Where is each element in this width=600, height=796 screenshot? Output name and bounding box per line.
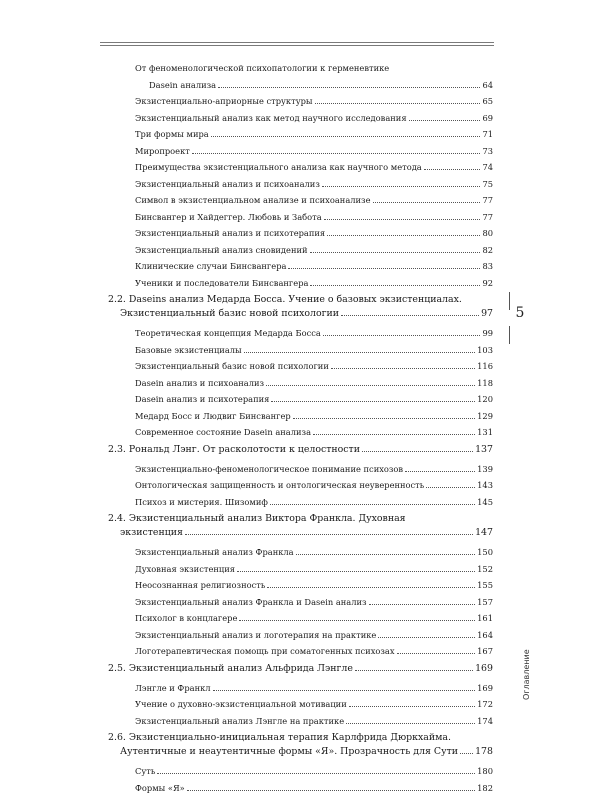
toc-page-number: 143 <box>477 477 493 494</box>
toc-subsection[interactable] <box>108 577 493 594</box>
dot-leader <box>213 690 476 691</box>
toc-subsection[interactable] <box>108 225 493 242</box>
toc-entry-title: 2.4. Экзистенциальный анализ Виктора Франкла. Духовная <box>108 512 493 526</box>
toc-entry-title: Миропроект <box>135 143 190 160</box>
toc-subsection[interactable] <box>108 461 493 478</box>
toc-subsection[interactable] <box>108 358 493 375</box>
toc-page-number: 180 <box>477 763 493 780</box>
toc-section[interactable] <box>108 662 493 676</box>
toc-entry-title: Теоретическая концепция Медарда Босса <box>135 325 321 342</box>
toc-page-number: 77 <box>482 192 493 209</box>
toc-entry-title: Преимущества экзистенциального анализа как научного метода <box>135 159 422 176</box>
toc-page-number: 178 <box>475 745 493 759</box>
dot-leader <box>244 352 476 353</box>
toc-page-number: 129 <box>477 408 493 425</box>
toc-subsection[interactable] <box>108 192 493 209</box>
dot-leader <box>369 604 476 605</box>
toc-page-number: 137 <box>475 443 493 457</box>
dot-leader <box>424 169 481 170</box>
dot-leader <box>327 235 480 236</box>
toc-entry-title: Dasein анализа <box>149 77 216 94</box>
header-rule <box>100 45 494 46</box>
toc-entry-title: Экзистенциальный анализ Франкла и Dasein анализ <box>135 594 367 611</box>
toc-entry-title: Экзистенциальный базис новой психологии <box>120 307 339 321</box>
toc-subsection[interactable] <box>108 594 493 611</box>
toc-subsection[interactable] <box>108 763 493 780</box>
toc-entry-title: Формы «Я» <box>135 780 185 796</box>
toc-page-number: 64 <box>482 77 493 94</box>
toc-page-number: 83 <box>482 258 493 275</box>
toc-subsection[interactable] <box>108 342 493 359</box>
dot-leader <box>293 418 475 419</box>
toc-page-number: 82 <box>482 242 493 259</box>
toc-entry-title: Экзистенциальный анализ Лэнгле на практике <box>135 713 344 730</box>
toc-entry-title: Экзистенциальный анализ и логотерапия на практике <box>135 627 376 644</box>
toc-page-number: 139 <box>477 461 493 478</box>
toc-page-number: 80 <box>482 225 493 242</box>
toc-subsection[interactable] <box>108 494 493 511</box>
dot-leader <box>460 753 473 754</box>
toc-entry-title: Логотерапевтическая помощь при соматогенных психозах <box>135 643 395 660</box>
dot-leader <box>405 471 475 472</box>
dot-leader <box>373 202 481 203</box>
dot-leader <box>266 385 475 386</box>
toc-entry-title: экзистенция <box>120 526 183 540</box>
toc-entry-title: 2.6. Экзистенциально-инициальная терапия Карлфрида Дюркхайма. <box>108 731 493 745</box>
toc-subsection[interactable] <box>108 143 493 160</box>
toc-entry-title: Экзистенциально-феноменологическое понимание психозов <box>135 461 403 478</box>
dot-leader <box>271 401 475 402</box>
toc-page-number: 65 <box>482 93 493 110</box>
header-rule <box>100 42 494 43</box>
toc-subsection[interactable] <box>108 391 493 408</box>
toc-entry-title: Экзистенциальный анализ Франкла <box>135 544 294 561</box>
page-number: 5 <box>503 305 537 321</box>
toc-page-number: 155 <box>477 577 493 594</box>
toc-page-number: 74 <box>482 159 493 176</box>
toc-page-number: 73 <box>482 143 493 160</box>
toc-entry-title: Экзистенциальный базис новой психологии <box>135 358 329 375</box>
toc-entry-title: 2.5. Экзистенциальный анализ Альфрида Лэнгле <box>108 662 353 676</box>
table-of-contents <box>108 60 493 796</box>
dot-leader <box>349 706 475 707</box>
toc-page-number: 97 <box>481 307 493 321</box>
dot-leader <box>331 368 475 369</box>
toc-entry-title: Экзистенциальный анализ как метод научного исследования <box>135 110 407 127</box>
toc-subsection[interactable] <box>108 375 493 392</box>
toc-page-number: 77 <box>482 209 493 226</box>
dot-leader <box>426 487 475 488</box>
toc-subsection[interactable] <box>108 176 493 193</box>
toc-page-number: 92 <box>482 275 493 292</box>
dot-leader <box>192 153 481 154</box>
toc-entry-title: Ученики и последователи Бинсвангера <box>135 275 308 292</box>
dot-leader <box>270 504 475 505</box>
toc-subsection[interactable] <box>108 544 493 561</box>
toc-subsection[interactable] <box>108 424 493 441</box>
toc-entry-title: Аутентичные и неаутентичные формы «Я». Прозрачность для Сути <box>120 745 458 759</box>
toc-subsection[interactable] <box>108 275 493 292</box>
toc-page-number: 75 <box>482 176 493 193</box>
toc-page-number: 145 <box>477 494 493 511</box>
toc-entry-title: Клинические случаи Бинсвангера <box>135 258 286 275</box>
toc-page-number: 169 <box>475 662 493 676</box>
dot-leader <box>313 434 475 435</box>
toc-page-number: 169 <box>477 680 493 697</box>
toc-page-number: 174 <box>477 713 493 730</box>
toc-entry-title: Онтологическая защищенность и онтологическая неуверенность <box>135 477 424 494</box>
toc-entry-title: Экзистенциально-априорные структуры <box>135 93 313 110</box>
toc-entry-title: Три формы мира <box>135 126 209 143</box>
toc-subsection[interactable] <box>108 159 493 176</box>
toc-section[interactable] <box>108 512 493 540</box>
toc-page-number: 150 <box>477 544 493 561</box>
dot-leader <box>218 87 480 88</box>
toc-page-number: 182 <box>477 780 493 796</box>
dot-leader <box>315 103 481 104</box>
toc-page-number: 103 <box>477 342 493 359</box>
toc-page-number: 99 <box>482 325 493 342</box>
toc-entry-title: Медард Босс и Людвиг Бинсвангер <box>135 408 291 425</box>
dot-leader <box>409 120 481 121</box>
dot-leader <box>324 219 481 220</box>
toc-subsection[interactable] <box>108 126 493 143</box>
dot-leader <box>341 315 479 316</box>
dot-leader <box>185 534 473 535</box>
dot-leader <box>322 186 481 187</box>
toc-entry-title: От феноменологической психопатологии к герменевтике <box>135 60 493 77</box>
toc-section[interactable] <box>108 443 493 457</box>
toc-page-number: 71 <box>482 126 493 143</box>
toc-entry-title: 2.3. Рональд Лэнг. От расколотости к целостности <box>108 443 360 457</box>
dot-leader <box>288 268 480 269</box>
toc-subsection[interactable] <box>108 93 493 110</box>
toc-subsection[interactable] <box>108 561 493 578</box>
dot-leader <box>211 136 481 137</box>
toc-subsection[interactable] <box>108 610 493 627</box>
toc-page-number: 69 <box>482 110 493 127</box>
dot-leader <box>397 653 476 654</box>
toc-entry-title: Экзистенциальный анализ сновидений <box>135 242 308 259</box>
dot-leader <box>157 773 475 774</box>
dot-leader <box>323 335 481 336</box>
toc-subsection[interactable] <box>108 325 493 342</box>
toc-page-number: 152 <box>477 561 493 578</box>
toc-subsection[interactable] <box>108 627 493 644</box>
dot-leader <box>296 554 476 555</box>
toc-section[interactable] <box>108 293 493 321</box>
toc-entry-title: Психоз и мистерия. Шизомиф <box>135 494 268 511</box>
toc-subsection[interactable] <box>108 477 493 494</box>
toc-page-number: 147 <box>475 526 493 540</box>
dot-leader <box>239 620 475 621</box>
toc-entry-title: Символ в экзистенциальном анализе и психоанализе <box>135 192 371 209</box>
toc-page-number: 167 <box>477 643 493 660</box>
toc-page-number: 157 <box>477 594 493 611</box>
page-number-rule <box>509 326 510 344</box>
toc-entry-title: Лэнгле и Франкл <box>135 680 211 697</box>
dot-leader <box>378 637 475 638</box>
toc-entry-title: Суть <box>135 763 155 780</box>
toc-page-number: 161 <box>477 610 493 627</box>
toc-page-number: 116 <box>477 358 493 375</box>
toc-page-number: 164 <box>477 627 493 644</box>
toc-entry-title: Духовная экзистенция <box>135 561 235 578</box>
running-section-label: Оглавление <box>522 649 531 700</box>
toc-entry-title: Dasein анализ и психоанализ <box>135 375 264 392</box>
dot-leader <box>362 451 473 452</box>
toc-subsection[interactable] <box>108 258 493 275</box>
toc-entry-title: Бинсвангер и Хайдеггер. Любовь и Забота <box>135 209 322 226</box>
dot-leader <box>310 252 481 253</box>
dot-leader <box>310 285 480 286</box>
toc-entry-title: Dasein анализ и психотерапия <box>135 391 269 408</box>
toc-subsection[interactable] <box>108 110 493 127</box>
toc-subsection[interactable] <box>108 643 493 660</box>
toc-subsection[interactable] <box>108 680 493 697</box>
toc-subsection[interactable] <box>108 242 493 259</box>
toc-entry-title: Учение о духовно-экзистенциальной мотивации <box>135 696 347 713</box>
toc-entry-title: Экзистенциальный анализ и психоанализ <box>135 176 320 193</box>
toc-section[interactable] <box>108 731 493 759</box>
toc-subsection[interactable] <box>108 60 493 93</box>
toc-entry-title: Современное состояние Dasein анализа <box>135 424 311 441</box>
toc-subsection[interactable] <box>108 696 493 713</box>
dot-leader <box>355 670 473 671</box>
toc-page-number: 172 <box>477 696 493 713</box>
dot-leader <box>237 571 475 572</box>
toc-subsection[interactable] <box>108 408 493 425</box>
toc-entry-title: Базовые экзистенциалы <box>135 342 242 359</box>
toc-entry-title: Психолог в концлагере <box>135 610 237 627</box>
dot-leader <box>346 723 475 724</box>
dot-leader <box>267 587 475 588</box>
toc-subsection[interactable] <box>108 713 493 730</box>
toc-subsection[interactable] <box>108 780 493 796</box>
toc-entry-title: Неосознанная религиозность <box>135 577 265 594</box>
toc-page-number: 118 <box>477 375 493 392</box>
toc-subsection[interactable] <box>108 209 493 226</box>
toc-entry-title: 2.2. Daseins анализ Медарда Босса. Учение о базовых экзистенциалах. <box>108 293 493 307</box>
toc-page-number: 131 <box>477 424 493 441</box>
toc-entry-title: Экзистенциальный анализ и психотерапия <box>135 225 325 242</box>
dot-leader <box>187 790 475 791</box>
toc-page-number: 120 <box>477 391 493 408</box>
